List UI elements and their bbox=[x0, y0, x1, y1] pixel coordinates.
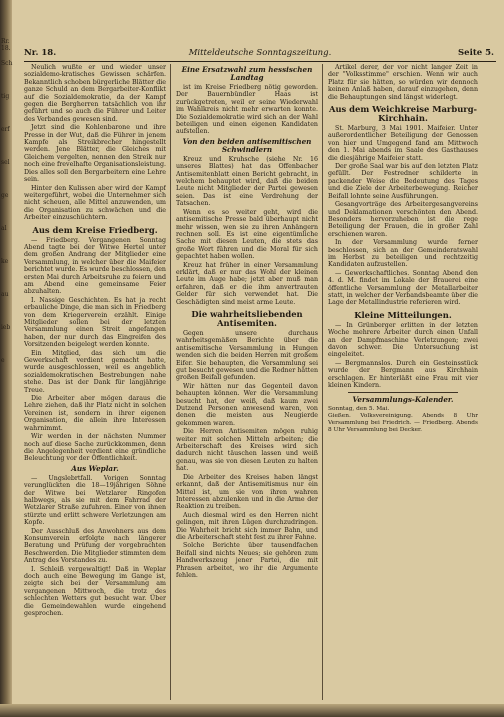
binding-fragment: erf bbox=[1, 126, 10, 133]
article-paragraph: Jetzt sind die Kohlenbarone und ihre Presse in der Wut, daß die Führer in jenem Kampfe als Streikbrecher hingestellt werden. Jene Blätter, die Gleiches mit Gleichem vergelten, nennen den Streik nur noch eine frevelhafte Organisationsleistung. Dies alles soll den Bergarbeitern eine Lehre sein. bbox=[24, 124, 166, 184]
article-paragraph: I. Schleiß vergewaltigt! Daß in Weplar doch auch eine Bewegung im Gange ist, zeigte sich bei der Versammlung am vergangenen Mittwoch, die trotz des schlechten Wetters gut besucht war. Über die Gemeindewahlen wurde eingehend gesprochen. bbox=[24, 565, 166, 618]
column-2 bbox=[176, 64, 318, 700]
article-paragraph: Kreuz und Kruhsche (siehe Nr. 16 unseres Blattes) hat das Offenbacher Antisemitenblatt einen Bericht gebracht, in welchem behauptet wird, daß die beiden Leute nicht Mitglieder der Partei gewesen seien. Das ist eine Verdrehung der Tatsachen. bbox=[176, 155, 318, 208]
article-paragraph: Der große Saal war bis auf den letzten Platz gefüllt. Der Festredner schilderte in packender Weise die Bedeutung des Tages und die Ziele der Arbeiterbewegung. Reicher Beifall lohnte seine Ausführungen. bbox=[328, 163, 478, 200]
article-paragraph: — Gewerkschaftliches. Sonntag Abend den 4. d. M. findet im Lokale der Brauerei eine öffentliche Versammlung der Metallarbeiter statt, in welcher der Verbandsbeamte über die Lage der Metallindustrie referieren wird. bbox=[328, 269, 478, 307]
page-binding bbox=[0, 0, 12, 717]
article-paragraph: Artikel derer, der vor nicht langer Zeit in der "Volksstimme" erschien. Wenn wir auch Platz für sie hätten, so würden wir dennoch keinen Anlaß haben, darauf einzugehen, denn die Behauptungen sind längst widerlegt. bbox=[328, 64, 478, 101]
column-3 bbox=[328, 64, 478, 700]
section-heading: Aus dem Kreise Friedberg. bbox=[32, 224, 158, 235]
article-heading: Eine Ersatzwahl zum hessischen Landtag bbox=[181, 65, 313, 82]
article-paragraph: — In Grünberger erlitten in der letzten Woche mehrere Arbeiter durch einen Unfall an der Dampfmaschine Verletzungen; zwei davon schwer. Die Untersuchung ist eingeleitet. bbox=[328, 321, 478, 359]
article-paragraph: Gesangvorträge des Arbeitergesangvereins und Deklamationen verschönten den Abend. Besonders hervorzuheben ist die rege Beteiligung der Frauen, die in großer Zahl erschienen waren. bbox=[328, 201, 478, 238]
article-heading: Versammlungs-Kalender. bbox=[352, 395, 454, 405]
binding-fragment: tig bbox=[1, 93, 10, 100]
article-heading: Von den beiden antisemitischen Schwindlern bbox=[182, 136, 312, 154]
binding-fragment: Rr. 18. bbox=[1, 38, 11, 52]
article-paragraph: St. Marburg, 3 Mai 1901. Maifeier. Unter außerordentlicher Beteiligung der Genossen von hier und Umgegend fand am Mittwoch den 1. Mai abends im Saale des Gasthauses die diesjährige Maifeier statt. bbox=[328, 125, 478, 162]
binding-fragment: sel bbox=[1, 159, 10, 166]
article-paragraph: ist im Kreise Friedberg nötig geworden. Der Bauernbündler Haas ist zurückgetreten, weil er seine Wiederwahl im Wahlkreis nicht mehr erwarten konnte. Die Sozialdemokratie wird sich an der Wahl beteiligen und einen eigenen Kandidaten aufstellen. bbox=[176, 84, 318, 136]
section-heading: Die wahrheitsliebenden Antisemiten. bbox=[191, 308, 303, 328]
article-paragraph: Der Ausschluß des Anwohners aus dem Konsumverein erfolgte nach längerer Beratung und Prüfung der vorgebrachten Beschwerden. Die Mitglieder stimmten dem Antrag des Vorstandes zu. bbox=[24, 527, 166, 565]
article-paragraph: Gegen unsere durchaus wahrheitsgemäßen Berichte über die antisemitische Versammlung in Hungen wenden sich die beiden Herren mit großem Eifer. Sie behaupten, die Versammlung sei gut besucht gewesen und die Redner hätten großen Beifall gefunden. bbox=[176, 329, 318, 382]
article-paragraph: Wenn es so weiter geht, wird die antisemitische Presse bald überhaupt nicht mehr wissen, wen sie zu ihren Anhängern rechnen soll. Es ist eine eigentümliche Sache mit diesen Leuten, die stets das große Wort führen und die Moral für sich gepachtet haben wollen. bbox=[176, 208, 318, 261]
article-paragraph: Neulich wußte er und wieder unser sozialdemo-kratisches Gewissen schärfen. Bekanntlich schoben bürgerliche Blätter die ganze Schuld an dem Bergarbeiter-Konflikt auf die Sozialdemokratie, da der Kampf gegen die Bergherren tatsächlich von ihr geführt und so auch die Führer und Leiter des Verbandes gewesen sind. bbox=[24, 64, 166, 123]
article-paragraph: Solche Berichte über tausendfachen Beifall sind nichts Neues; sie gehören zum Handwerkszeug jener Partei, die mit Phrasen arbeitet, wo ihr die Argumente fehlen. bbox=[176, 542, 318, 579]
article-paragraph: Die Arbeiter des Kreises haben längst erkannt, daß der Antisemitismus nur ein Mittel ist, um sie von ihren wahren Interessen abzulenken und in die Arme der Reaktion zu treiben. bbox=[176, 473, 318, 511]
article-paragraph: — Friedberg. Vergangenen Sonntag Abend tagte bei der Witwe Hertel unter dem großen Andrang der Mitglieder eine Versammlung, in welcher über die Maifeier berichtet wurde. Es wurde beschlossen, den ersten Mai durch Arbeitsruhe zu feiern und am Abend eine gemeinsame Feier abzuhalten. bbox=[24, 236, 166, 296]
binding-fragment: e bbox=[1, 357, 5, 364]
issue-number: Nr. 18. bbox=[24, 48, 57, 58]
article-paragraph: Kreuz hat früher in einer Versammlung erklärt, daß er nur das Wohl der kleinen Leute im Auge habe; jetzt aber muß man erfahren, daß er die ihm anvertrauten Gelder für sich verwendet hat. Die Geschädigten sind meist arme Leute. bbox=[176, 261, 318, 306]
binding-fragment: ieb bbox=[1, 324, 11, 331]
article-paragraph: Wir hätten nur das Gegenteil davon behaupten können. Wer die Versammlung besucht hat, der weiß, daß kaum zwei Dutzend Personen anwesend waren, von denen die meisten aus Neugierde gekommen waren. bbox=[176, 382, 318, 427]
page-header bbox=[24, 47, 496, 62]
article-paragraph: Ein Mitglied, das sich um die Gewerkschaft verdient gemacht hatte, wurde ausgeschlossen, weil es angeblich sozialdemokratischen Bestrebungen nahe stehe. Das ist der Dank für langjährige Treue. bbox=[24, 349, 166, 394]
paper-title: Mitteldeutsche Sonntagszeitung. bbox=[188, 48, 332, 58]
article-paragraph: — Bergmannslos. Durch ein Gesteinsstück wurde der Bergmann aus Kirchhain erschlagen. Er hinterläßt eine Frau mit vier kleinen Kindern. bbox=[328, 359, 478, 390]
binding-fragment: ke bbox=[1, 258, 9, 265]
binding-text bbox=[1, 38, 12, 390]
binding-fragment: Sch bbox=[1, 60, 13, 67]
column-rule bbox=[170, 64, 171, 700]
calendar-entry: Gießen. Volksvereinigung. Abends 8 Uhr Versammlung bei Friedrich. — Friedberg. Abends 8 Uhr Versammlung bei Decker. bbox=[328, 413, 478, 433]
article-paragraph: I. Nassige Geschichten. Es hat ja recht erbauliche Dinge, die man sich in Friedberg von dem Kriegerverein erzählt. Einige Mitglieder sollen bei der letzten Versammlung einen Streit angefangen haben, der nur durch das Eingreifen des Vorsitzenden beigelegt werden konnte. bbox=[24, 296, 166, 349]
article-paragraph: Die Arbeiter aber mögen daraus die Lehre ziehen, daß ihr Platz nicht in solchen Vereinen ist, sondern in ihrer eigenen Organisation, die allein ihre Interessen wahrnimmt. bbox=[24, 395, 166, 432]
article-paragraph: — Ungslebrtfall. Vorigen Sonntag verunglückten die 18—19jährigen Söhne der Witwe bei Wetzlarer Ringofen halbwegs, als sie mit dem Fahrrad der Wetzlarer Straße zufuhren. Einer von ihnen stürzte und erlitt schwere Verletzungen am Kopfe. bbox=[24, 474, 166, 527]
article-paragraph: In der Versammlung wurde ferner beschlossen, sich an der Gemeinderatswahl im Herbst zu beteiligen und rechtzeitig Kandidaten aufzustellen. bbox=[328, 239, 478, 269]
article-heading: Aus Weplar. bbox=[71, 463, 119, 473]
column-rule bbox=[322, 64, 323, 700]
section-heading: Kleine Mitteilungen. bbox=[354, 309, 452, 320]
article-paragraph: Wir werden in der nächsten Nummer noch auf diese Sache zurückkommen, denn die Angelegenheit verdient eine gründliche Beleuchtung vor der Öffentlichkeit. bbox=[24, 433, 166, 463]
article-paragraph: Auch diesmal wird es den Herren nicht gelingen, mit ihren Lügen durchzudringen. Die Wahrheit bricht sich immer Bahn, und die Arbeiterschaft steht fest zu ihrer Fahne. bbox=[176, 511, 318, 541]
article-paragraph: Hinter den Kulissen aber wird der Kampf weitergeführt, wobei die Unternehmer sich nicht scheuen, alle Mittel anzuwenden, um die Organisation zu schwächen und die Arbeiter einzuschüchtern. bbox=[24, 184, 166, 222]
calendar-entry: Sonntag, den 5. Mai. bbox=[328, 406, 390, 413]
binding-fragment: ge bbox=[1, 192, 9, 199]
section-divider bbox=[348, 392, 458, 393]
binding-fragment: au bbox=[1, 291, 9, 298]
page-bottom-edge bbox=[0, 704, 504, 717]
binding-fragment: al bbox=[1, 225, 7, 232]
article-paragraph: Die Herren Antisemiten mögen ruhig weiter mit solchen Mitteln arbeiten; die Arbeiterschaft des Kreises wird sich dadurch nicht täuschen lassen und weiß genau, was sie von diesen Leuten zu halten hat. bbox=[176, 428, 318, 473]
page-number: Seite 5. bbox=[458, 48, 494, 58]
column-1 bbox=[24, 64, 166, 700]
section-heading: Aus dem Weichkreise Marburg-Kirchhain. bbox=[328, 104, 478, 124]
